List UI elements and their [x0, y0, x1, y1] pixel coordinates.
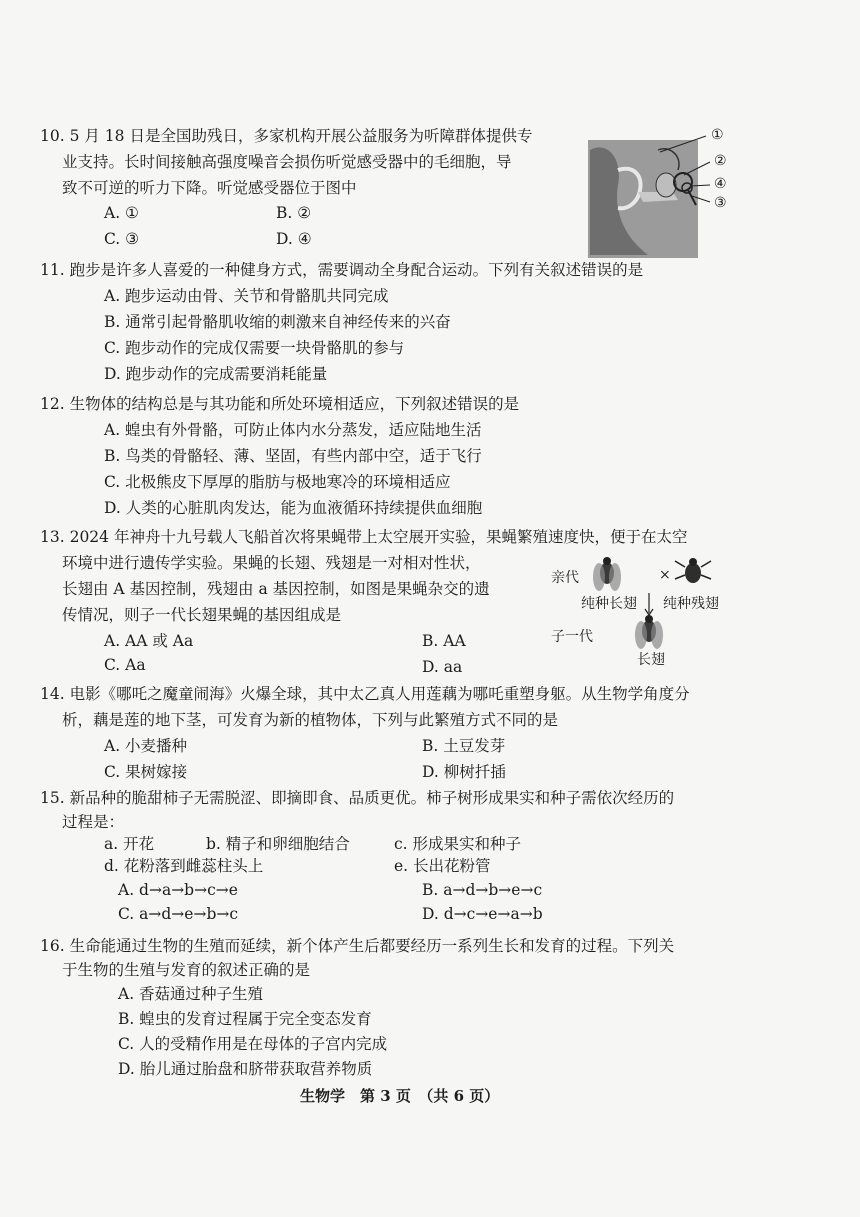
q13-stem-line-1: 13. 2024 年神舟十九号载人飞船首次将果蝇带上太空展开实验，果蝇繁殖速度快，便于在太空 — [40, 528, 688, 546]
q11-option-a: A. 跑步运动由骨、关节和骨骼肌共同完成 — [104, 287, 389, 305]
q15-option-b: B. a→d→b→e→c — [422, 881, 543, 899]
q10-option-b: B. ② — [276, 204, 312, 222]
q13-stem-line-3: 长翅由 A 基因控制，残翅由 a 基因控制，如图是果蝇杂交的遗 — [62, 580, 490, 598]
ear-label-4: ④ — [714, 176, 727, 192]
ear-label-2: ② — [714, 153, 727, 169]
q10-option-a: A. ① — [104, 204, 139, 222]
q16-option-d: D. 胎儿通过胎盘和脐带获取营养物质 — [118, 1060, 373, 1078]
q10-option-c: C. ③ — [104, 230, 140, 248]
q14-option-a: A. 小麦播种 — [104, 737, 188, 755]
q13-option-c: C. Aa — [104, 656, 146, 674]
q13-option-b: B. AA — [422, 632, 466, 650]
q15-step-e: e. 长出花粉管 — [394, 857, 491, 875]
parent-label: 亲代 — [551, 570, 579, 586]
pure-long-wing-label: 纯种长翅 — [581, 596, 637, 612]
vestigial-wing-fly-parent-icon — [675, 558, 711, 583]
q12-option-b: B. 鸟类的骨骼轻、薄、坚固，有些内部中空，适于飞行 — [104, 447, 482, 465]
ear-diagram — [588, 127, 738, 258]
q15-stem-line-2: 过程是： — [62, 813, 125, 831]
q15-option-c: C. a→d→e→b→c — [118, 905, 239, 923]
q11-option-d: D. 跑步动作的完成需要消耗能量 — [104, 365, 328, 383]
fruit-fly-cross-diagram — [545, 555, 730, 670]
ear-label-3: ③ — [714, 195, 727, 211]
pure-vestigial-wing-label: 纯种残翅 — [663, 596, 719, 612]
long-wing-fly-parent-icon — [593, 557, 621, 591]
svg-text:×: × — [659, 567, 671, 583]
q10-stem-line-3: 致不可逆的听力下降。听觉感受器位于图中 — [62, 179, 357, 197]
q15-step-d: d. 花粉落到雌蕊柱头上 — [104, 857, 264, 875]
q15-step-c: c. 形成果实和种子 — [394, 835, 522, 853]
q16-option-c: C. 人的受精作用是在母体的子宫内完成 — [118, 1035, 388, 1053]
q15-step-b: b. 精子和卵细胞结合 — [206, 835, 350, 853]
ear-label-1: ① — [711, 127, 724, 143]
q12-stem: 12. 生物体的结构总是与其功能和所处环境相适应，下列叙述错误的是 — [40, 395, 520, 413]
q15-step-a: a. 开花 — [104, 835, 155, 853]
q12-option-a: A. 蝗虫有外骨骼，可防止体内水分蒸发，适应陆地生活 — [104, 421, 482, 439]
offspring-generation-label: 子一代 — [551, 629, 593, 645]
page-footer: 生物学 第 3 页 （共 6 页） — [300, 1087, 500, 1105]
q11-option-c: C. 跑步动作的完成仅需要一块骨骼肌的参与 — [104, 339, 405, 357]
q14-option-c: C. 果树嫁接 — [104, 763, 188, 781]
q14-stem-line-2: 析，藕是莲的地下茎，可发育为新的植物体，下列与此繁殖方式不同的是 — [62, 711, 559, 729]
q13-stem-line-2: 环境中进行遗传学实验。果蝇的长翅、残翅是一对相对性状， — [62, 554, 481, 572]
q15-option-a: A. d→a→b→c→e — [118, 881, 238, 899]
q16-option-b: B. 蝗虫的发育过程属于完全变态发育 — [118, 1010, 372, 1028]
q13-option-d: D. aa — [422, 658, 463, 676]
long-wing-fly-offspring-icon — [635, 615, 663, 649]
q10-option-d: D. ④ — [276, 230, 312, 248]
q13-option-a: A. AA 或 Aa — [104, 632, 194, 650]
q10-stem-line-2: 业支持。长时间接触高强度噪音会损伤听觉感受器中的毛细胞，导 — [62, 153, 512, 171]
q13-stem-line-4: 传情况，则子一代长翅果蝇的基因组成是 — [62, 606, 342, 624]
q11-option-b: B. 通常引起骨骼肌收缩的刺激来自神经传来的兴奋 — [104, 313, 451, 331]
q14-option-d: D. 柳树扦插 — [422, 763, 506, 781]
q16-stem-line-1: 16. 生命能通过生物的生殖而延续，新个体产生后都要经历一系列生长和发育的过程。下列关 — [40, 937, 675, 955]
q11-stem: 11. 跑步是许多人喜爱的一种健身方式，需要调动全身配合运动。下列有关叙述错误的是 — [40, 261, 644, 279]
q16-option-a: A. 香菇通过种子生殖 — [118, 985, 264, 1003]
q12-option-d: D. 人类的心脏肌肉发达，能为血液循环持续提供血细胞 — [104, 499, 483, 517]
q15-stem-line-1: 15. 新品种的脆甜柿子无需脱涩、即摘即食、品质更优。柿子树形成果实和种子需依次经历的 — [40, 789, 675, 807]
offspring-long-wing-label: 长翅 — [637, 652, 665, 668]
q15-option-d: D. d→c→e→a→b — [422, 905, 543, 923]
q14-stem-line-1: 14. 电影《哪吒之魔童闹海》火爆全球，其中太乙真人用莲藕为哪吒重塑身躯。从生物学角度分 — [40, 685, 690, 703]
q16-stem-line-2: 于生物的生殖与发育的叙述正确的是 — [62, 961, 311, 979]
q12-option-c: C. 北极熊皮下厚厚的脂肪与极地寒冷的环境相适应 — [104, 473, 451, 491]
q14-option-b: B. 土豆发芽 — [422, 737, 506, 755]
q10-stem-line-1: 10. 5 月 18 日是全国助残日，多家机构开展公益服务为听障群体提供专 — [40, 127, 533, 145]
